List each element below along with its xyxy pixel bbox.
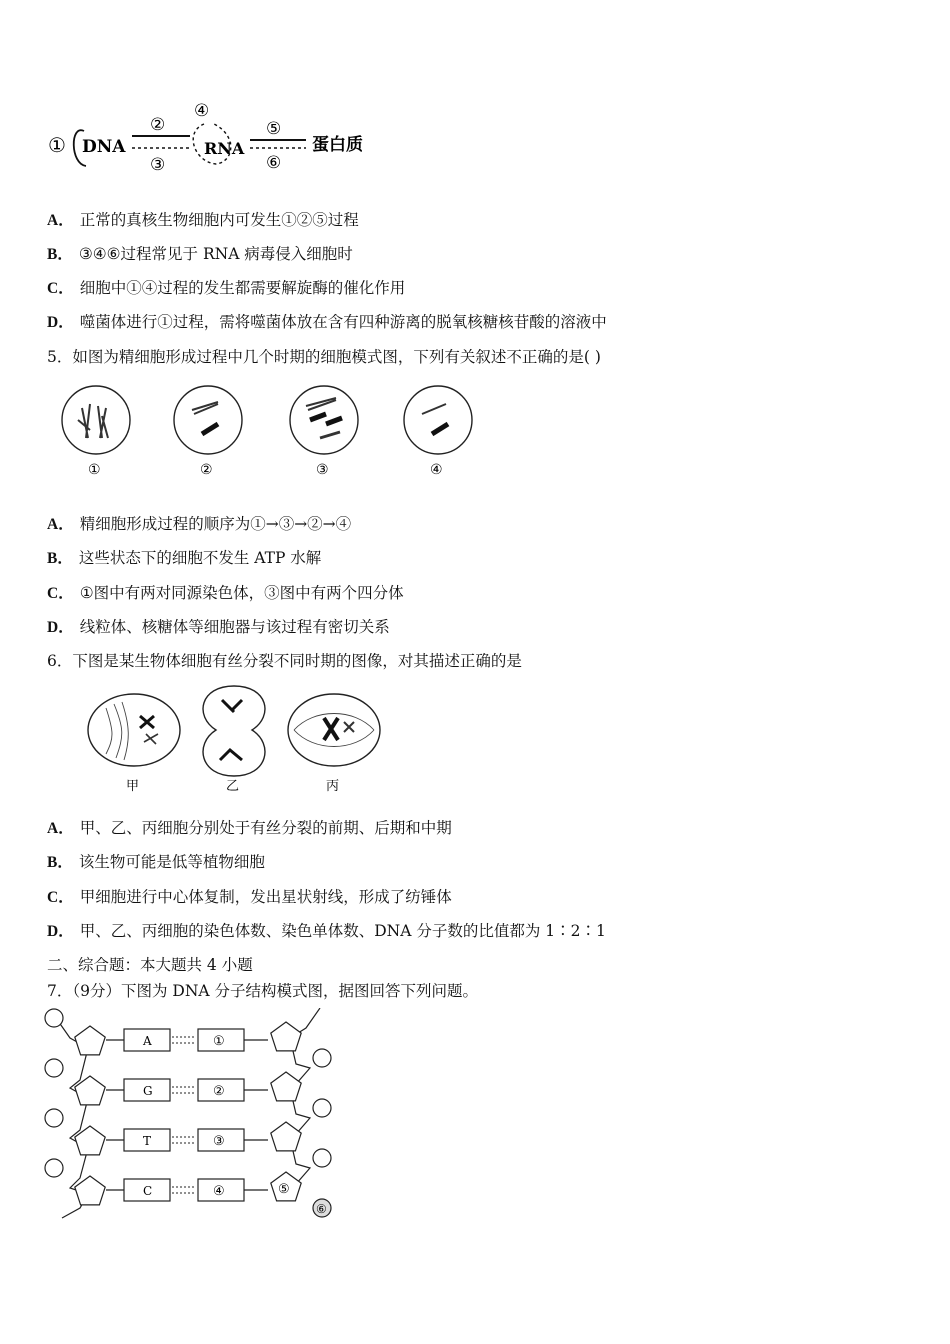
q5-option-b: B． 这些状态下的细胞不发生 ATP 水解 xyxy=(47,549,322,567)
cell-1-label: ① xyxy=(88,462,101,478)
label-5: ⑤ xyxy=(278,1182,290,1197)
left-base-label: A xyxy=(143,1034,152,1048)
q6-mitosis-figure xyxy=(84,682,384,798)
right-deoxyribose xyxy=(271,1072,301,1101)
label-2: ② xyxy=(150,115,166,135)
cell-3-label: ③ xyxy=(316,462,329,478)
protein-label: 蛋白质 xyxy=(312,135,363,155)
right-base-label: ④ xyxy=(213,1184,225,1199)
label-6: ⑥ xyxy=(266,153,282,173)
left-base-label: G xyxy=(143,1084,153,1098)
right-phosphate xyxy=(313,1099,331,1117)
q7-stem: 7．（9分）下图为 DNA 分子结构模式图，据图回答下列问题。 xyxy=(47,982,479,1000)
cell-2 xyxy=(174,386,242,478)
label-3: ③ xyxy=(150,155,166,175)
left-deoxyribose xyxy=(75,1026,105,1055)
q6-option-d: D． 甲、乙、丙细胞的染色体数、染色单体数、DNA 分子数的比值都为 1∶2∶1 xyxy=(47,922,606,940)
cell-jia xyxy=(88,694,180,794)
left-phosphate xyxy=(45,1059,63,1077)
q5-option-c: C． ①图中有两对同源染色体，③图中有两个四分体 xyxy=(47,584,404,602)
rna-label: RNA xyxy=(204,139,245,158)
cell-yi-label: 乙 xyxy=(226,779,240,794)
right-deoxyribose xyxy=(271,1122,301,1151)
cell-1 xyxy=(62,386,130,478)
q5-stem: 5．如图为精细胞形成过程中几个时期的细胞模式图，下列有关叙述不正确的是( ) xyxy=(47,348,601,366)
q5-cells-figure xyxy=(50,380,490,480)
q4-option-b: B． ③④⑥过程常见于 RNA 病毒侵入细胞时 xyxy=(47,245,353,263)
left-phosphate xyxy=(45,1159,63,1177)
q5-option-d: D． 线粒体、核糖体等细胞器与该过程有密切关系 xyxy=(47,618,390,636)
label-4: ④ xyxy=(194,101,210,121)
cell-bing-label: 丙 xyxy=(326,779,340,794)
right-base-label: ③ xyxy=(213,1134,225,1149)
left-base-label: C xyxy=(143,1184,153,1198)
cell-3 xyxy=(290,386,358,478)
right-phosphate xyxy=(313,1149,331,1167)
cell-yi xyxy=(203,686,265,794)
cell-bing xyxy=(288,694,380,794)
q6-option-c: C． 甲细胞进行中心体复制，发出星状射线，形成了纺锤体 xyxy=(47,888,452,906)
right-base-label: ① xyxy=(213,1034,225,1049)
left-deoxyribose xyxy=(75,1176,105,1205)
q6-stem: 6．下图是某生物体细胞有丝分裂不同时期的图像，对其描述正确的是 xyxy=(47,652,522,670)
left-phosphate xyxy=(45,1009,63,1027)
cell-jia-label: 甲 xyxy=(126,779,140,794)
q4-option-a: A． 正常的真核生物细胞内可发生①②⑤过程 xyxy=(47,211,359,229)
q4-option-d: D． 噬菌体进行①过程，需将噬菌体放在含有四种游离的脱氧核糖核苷酸的溶液中 xyxy=(47,313,607,331)
q4-option-c: C． 细胞中①④过程的发生都需要解旋酶的催化作用 xyxy=(47,279,406,297)
section-2-heading: 二、综合题：本大题共 4 小题 xyxy=(47,956,253,974)
left-phosphate xyxy=(45,1109,63,1127)
label-1: ① xyxy=(48,133,66,157)
right-base-label: ② xyxy=(213,1084,225,1099)
central-dogma-diagram xyxy=(44,96,384,176)
cell-4 xyxy=(404,386,472,478)
q6-option-b: B． 该生物可能是低等植物细胞 xyxy=(47,853,265,871)
dna-label: DNA xyxy=(82,137,126,157)
cell-4-label: ④ xyxy=(430,462,443,478)
right-deoxyribose xyxy=(271,1022,301,1051)
cell-2-label: ② xyxy=(200,462,213,478)
right-phosphate xyxy=(313,1049,331,1067)
q6-option-a: A． 甲、乙、丙细胞分别处于有丝分裂的前期、后期和中期 xyxy=(47,819,452,837)
label-5: ⑤ xyxy=(266,119,282,139)
q5-option-a: A． 精细胞形成过程的顺序为①→③→②→④ xyxy=(47,515,352,533)
dna-structure-diagram xyxy=(40,1008,340,1220)
label-6: ⑥ xyxy=(316,1202,327,1216)
left-base-label: T xyxy=(143,1134,152,1148)
